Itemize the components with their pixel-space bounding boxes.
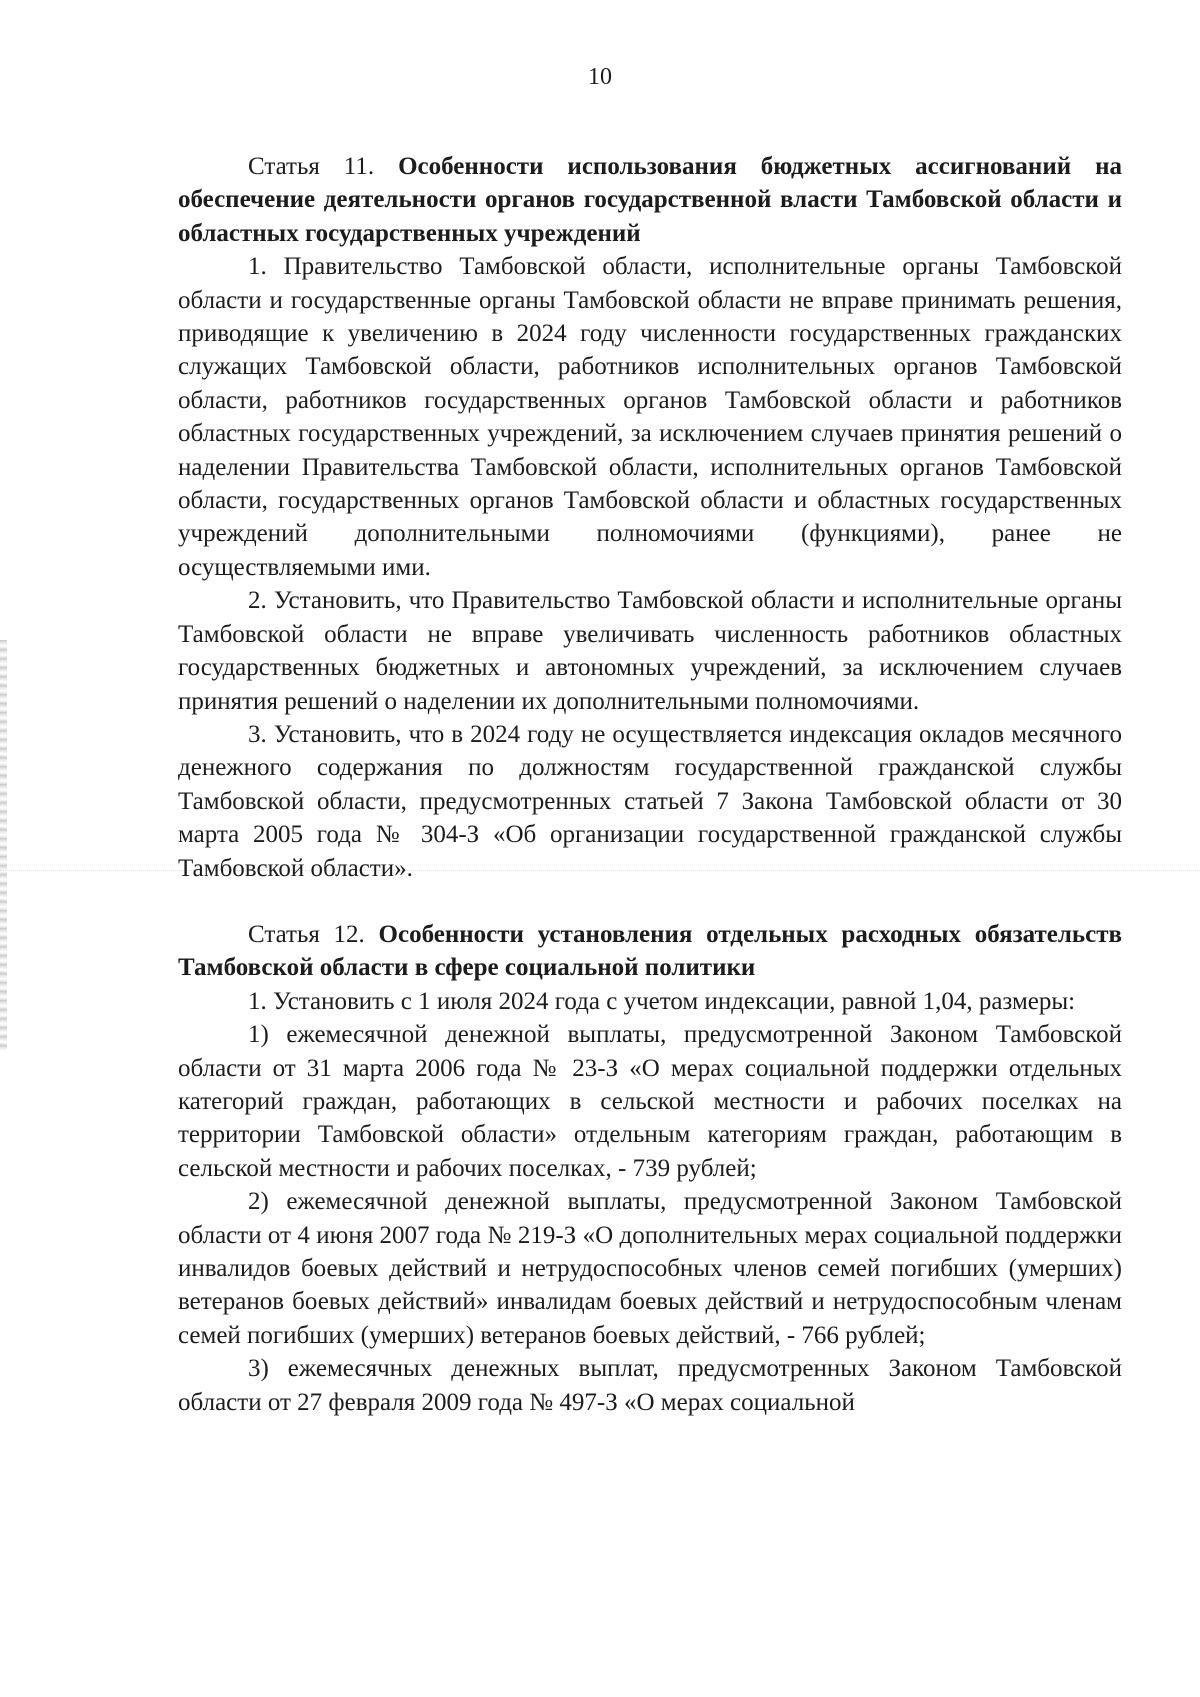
item-2-text-end: рублей;: [838, 1321, 926, 1349]
article-11-label: Статья 11.: [248, 153, 375, 180]
scan-edge-artifact: [0, 640, 7, 1050]
article-11-paragraph-3: 3. Установить, что в 2024 году не осуществляется индексация окладов месячного денежного содержания по должностям государственной гражданской службы Тамбовской области, предусмотренных статьей 7 Закона Тамбовской области от 30 марта 2005 года № 304-З «Об организации государственной гражданской службы Тамбовской области».: [178, 720, 1122, 882]
item-2-text-middle: «О дополнительных мерах социальной поддержки инвалидов боевых действий и нетрудоспособных членов семей погибших (умерших) ветеранов боевых действий» инвалидам боевых действий и нетрудоспособным членам семей погибших (умерших) ветеранов боевых действий, -: [178, 1221, 1122, 1349]
article-12-item-3: 3) ежемесячных денежных выплат, предусмотренных Законом Тамбовской области от 27 февраля 2009 года № 497-З «О мерах социальной: [178, 1355, 1122, 1416]
article-12-title: Особенности установления отдельных расходных обязательств Тамбовской области в сфере социальной политики: [178, 920, 1122, 982]
article-12-paragraph-1: 1. Установить с 1 июля 2024 года с учетом индексации, равной 1,04, размеры:: [248, 987, 1076, 1015]
item-2-amount: 766: [801, 1321, 839, 1349]
article-11-title: Особенности использования бюджетных ассигнований на обеспечение деятельности органов государственной власти Тамбовской области и областных государственных учреждений: [178, 153, 1122, 247]
article-12-item-1: 1) ежемесячной денежной выплаты, предусмотренной Законом Тамбовской области от 31 марта 2006 года № 23-З «О мерах социальной поддержки отдельных категорий граждан, работающих в сельской местности и рабочих поселках на территории Тамбовской области» отдельным категориям граждан, работающим в сельской местности и рабочих поселках, - 739 рублей;: [178, 1021, 1122, 1182]
article-11-paragraph-2: 2. Установить, что Правительство Тамбовской области и исполнительные органы Тамбовской области не вправе увеличивать численность работников областных государственных бюджетных и автономных учреждений, за исключением случаев принятия решений о наделении их дополнительными полномочиями.: [178, 587, 1122, 715]
article-12-label: Статья 12.: [248, 920, 365, 948]
article-11-paragraph-1: 1. Правительство Тамбовской области, исполнительные органы Тамбовской области и государственные органы Тамбовской области не вправе принимать решения, приводящие к увеличению в 2024 году численности государственных гражданских служащих Тамбовской области, работников исполнительных органов Тамбовской области, работников государственных органов Тамбовской области и работников областных государственных учреждений, за исключением случаев принятия решений о наделении Правительства Тамбовской области, исполнительных органов Тамбовской области, государственных органов Тамбовской области и областных государственных учреждений дополнительными полномочиями (функциями), ранее не осуществляемыми ими.: [178, 253, 1122, 581]
section-spacer: [178, 885, 1122, 918]
page-number: 10: [588, 64, 612, 90]
item-2-text-start: 2) ежемесячной денежной выплаты, предусмотренной Законом Тамбовской области от 4 июня 2007 года №: [178, 1188, 1122, 1249]
article-11-heading: [178, 150, 1122, 250]
item-2-law-number: 219-З: [517, 1221, 577, 1249]
article-12-heading: [178, 918, 1122, 985]
document-body: [178, 150, 1122, 1419]
article-12-item-2: [178, 1185, 1122, 1352]
